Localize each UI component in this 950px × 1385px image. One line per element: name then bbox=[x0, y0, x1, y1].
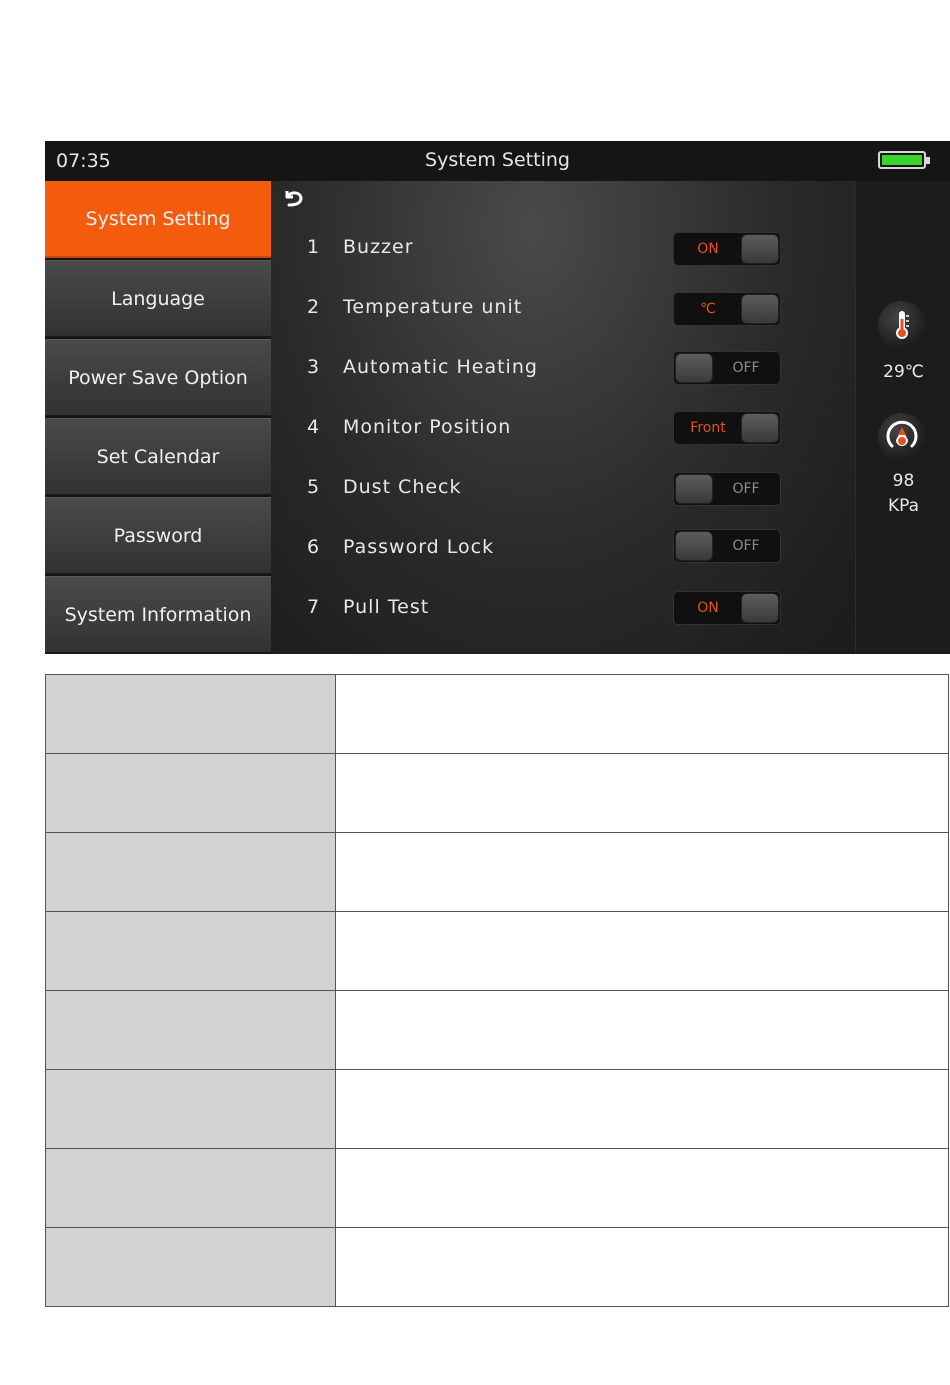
toggle-value: ON bbox=[697, 600, 719, 616]
setting-label-pull-test: Pull Test bbox=[343, 596, 430, 618]
toggle-knob bbox=[741, 593, 779, 623]
setting-label-password-lock: Password Lock bbox=[343, 536, 495, 558]
table-row bbox=[46, 1149, 949, 1228]
table-cell-label bbox=[46, 991, 336, 1070]
sidebar-item-label: Set Calendar bbox=[96, 445, 220, 468]
sidebar-item-password[interactable] bbox=[45, 497, 271, 574]
pull-test-toggle[interactable] bbox=[673, 591, 781, 625]
sidebar-item-label: System Setting bbox=[85, 207, 231, 230]
toggle-knob bbox=[741, 294, 779, 324]
setting-label-temperature-unit: Temperature unit bbox=[343, 296, 523, 318]
setting-number: 2 bbox=[307, 296, 320, 318]
toggle-value: OFF bbox=[732, 360, 760, 376]
table-cell-description bbox=[336, 675, 949, 754]
toggle-value: ON bbox=[697, 241, 719, 257]
table-row bbox=[46, 675, 949, 754]
setting-number: 1 bbox=[307, 236, 320, 258]
table-cell-description bbox=[336, 1070, 949, 1149]
table-cell-description bbox=[336, 1149, 949, 1228]
sidebar-menu bbox=[45, 181, 271, 654]
toggle-knob bbox=[675, 353, 713, 383]
sidebar-item-system-information[interactable] bbox=[45, 576, 271, 653]
table-cell-label bbox=[46, 912, 336, 991]
table-row bbox=[46, 1070, 949, 1149]
settings-panel bbox=[271, 181, 855, 654]
toggle-value: Front bbox=[690, 420, 726, 436]
setting-number: 5 bbox=[307, 476, 320, 498]
sidebar-item-label: Password bbox=[113, 524, 203, 547]
setting-label-dust-check: Dust Check bbox=[343, 476, 462, 498]
device-screen bbox=[45, 141, 950, 654]
toggle-value: ℃ bbox=[700, 301, 716, 317]
table-row bbox=[46, 912, 949, 991]
table-cell-label bbox=[46, 754, 336, 833]
toggle-value: OFF bbox=[732, 538, 760, 554]
table-row bbox=[46, 1228, 949, 1307]
buzzer-toggle[interactable] bbox=[673, 232, 781, 266]
setting-label-automatic-heating: Automatic Heating bbox=[343, 356, 538, 378]
battery-level bbox=[882, 155, 922, 165]
thermometer-icon bbox=[878, 301, 926, 349]
setting-number: 6 bbox=[307, 536, 320, 558]
setting-label-buzzer: Buzzer bbox=[343, 236, 414, 258]
table-cell-label bbox=[46, 1228, 336, 1307]
sidebar-item-label: System Information bbox=[64, 603, 252, 626]
toggle-knob bbox=[741, 413, 779, 443]
table-cell-description bbox=[336, 912, 949, 991]
table-cell-description bbox=[336, 991, 949, 1070]
table-cell-description bbox=[336, 833, 949, 912]
pressure-unit: KPa bbox=[887, 496, 920, 516]
toggle-knob bbox=[675, 531, 713, 561]
temperature-unit-toggle[interactable] bbox=[673, 292, 781, 326]
setting-number: 7 bbox=[307, 596, 320, 618]
clock-time: 07:35 bbox=[56, 150, 111, 172]
back-arrow-icon[interactable] bbox=[281, 185, 307, 211]
toggle-knob bbox=[741, 234, 779, 264]
battery-terminal bbox=[926, 157, 930, 164]
sensor-status-panel bbox=[855, 181, 950, 654]
screen-title: System Setting bbox=[425, 149, 570, 171]
reference-table bbox=[45, 674, 949, 1307]
temperature-reading: 29℃ bbox=[883, 362, 924, 382]
table-cell-label bbox=[46, 833, 336, 912]
table-cell-description bbox=[336, 754, 949, 833]
sidebar-item-system-setting[interactable] bbox=[45, 181, 271, 258]
toggle-value: OFF bbox=[732, 481, 760, 497]
sidebar-item-label: Power Save Option bbox=[68, 366, 248, 389]
password-lock-toggle[interactable] bbox=[673, 529, 781, 563]
table-cell-label bbox=[46, 1070, 336, 1149]
sidebar-item-label: Language bbox=[111, 287, 205, 310]
status-bar bbox=[45, 141, 950, 181]
sidebar-item-language[interactable] bbox=[45, 260, 271, 337]
table-row bbox=[46, 754, 949, 833]
pressure-value: 98 bbox=[892, 471, 915, 491]
table-cell-label bbox=[46, 1149, 336, 1228]
setting-number: 3 bbox=[307, 356, 320, 378]
setting-label-monitor-position: Monitor Position bbox=[343, 416, 512, 438]
table-cell-label bbox=[46, 675, 336, 754]
toggle-knob bbox=[675, 474, 713, 504]
table-row bbox=[46, 991, 949, 1070]
sidebar-item-set-calendar[interactable] bbox=[45, 418, 271, 495]
pressure-gauge-icon bbox=[878, 413, 926, 461]
automatic-heating-toggle[interactable] bbox=[673, 351, 781, 385]
setting-number: 4 bbox=[307, 416, 320, 438]
dust-check-toggle[interactable] bbox=[673, 472, 781, 506]
battery-full-icon bbox=[878, 151, 926, 169]
monitor-position-toggle[interactable] bbox=[673, 411, 781, 445]
table-cell-description bbox=[336, 1228, 949, 1307]
table-row bbox=[46, 833, 949, 912]
sidebar-item-power-save-option[interactable] bbox=[45, 339, 271, 416]
